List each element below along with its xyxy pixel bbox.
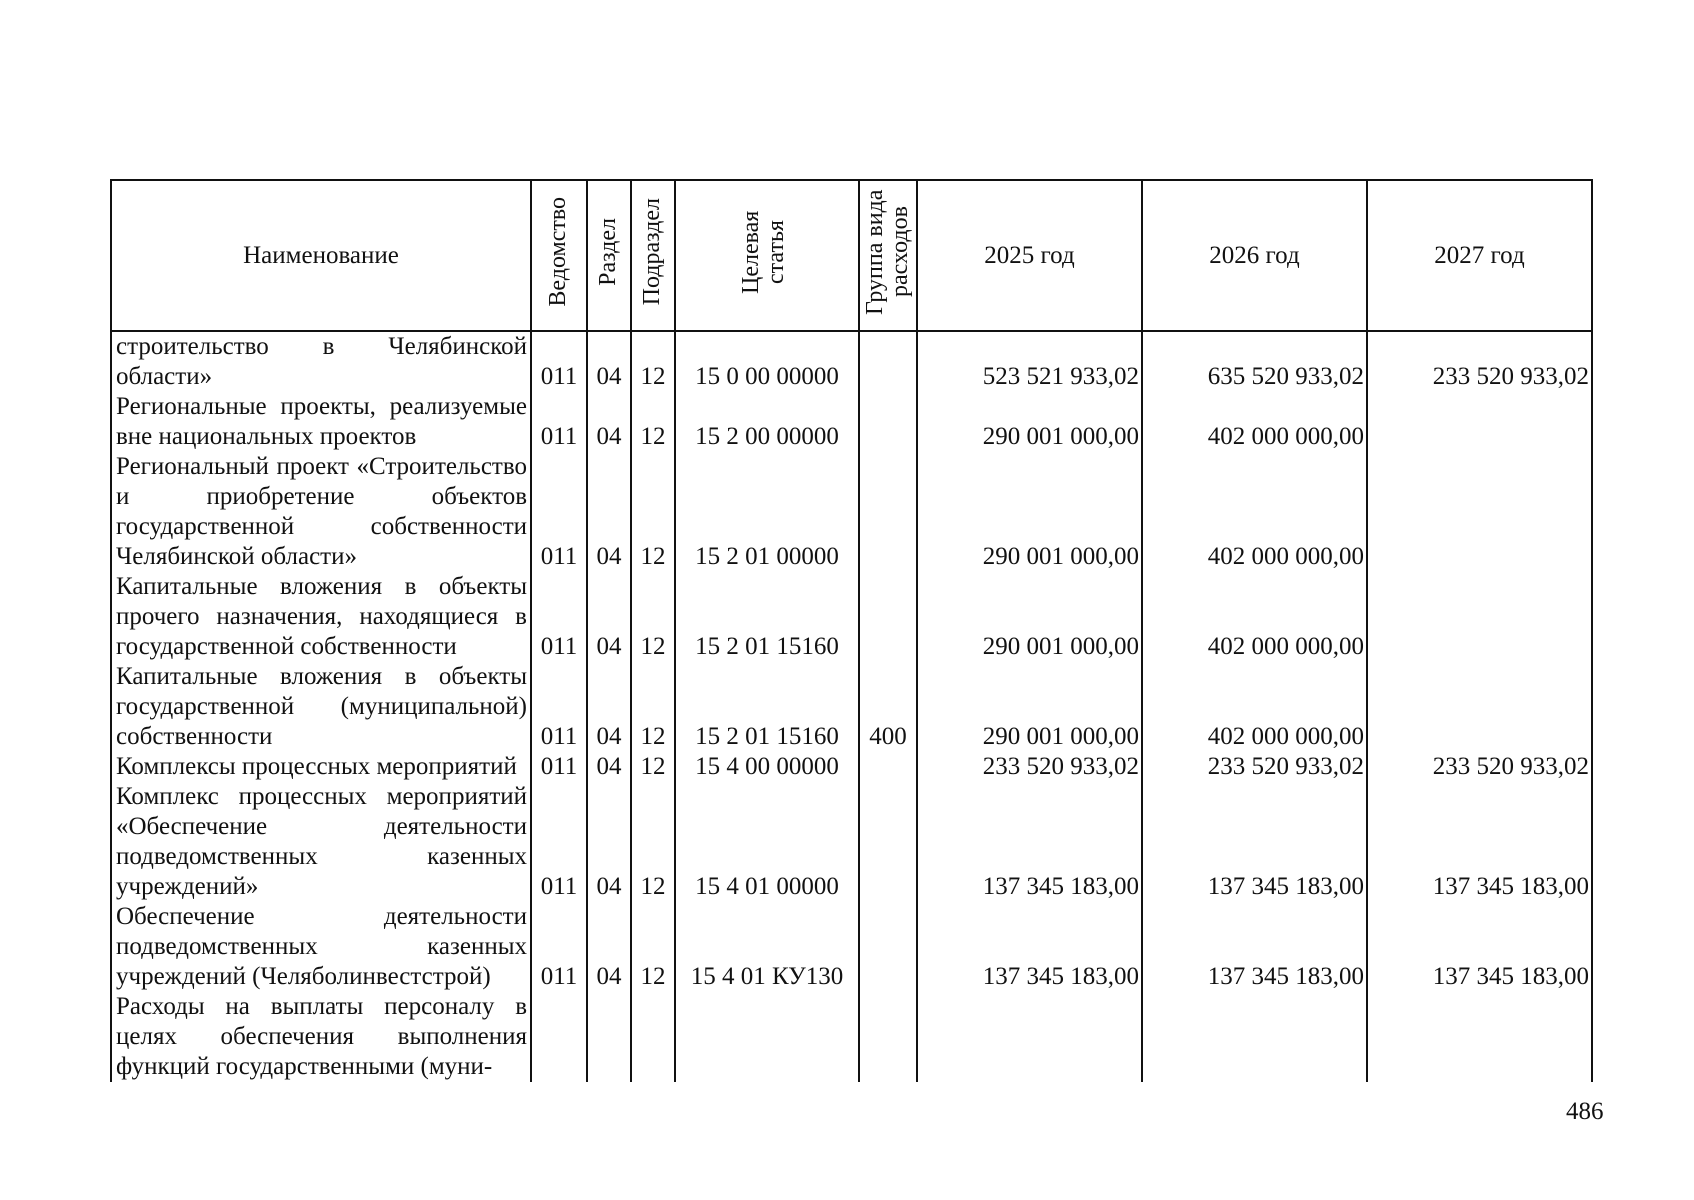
- row-gruppa: [859, 331, 917, 392]
- row-2027: [1367, 662, 1592, 752]
- row-podrazdel: 12: [631, 572, 675, 662]
- row-ved: 011: [531, 902, 587, 992]
- table-row: [111, 452, 1592, 572]
- header-celevaya: Целевая статья: [675, 180, 859, 331]
- row-celevaya: 15 4 00 00000: [675, 752, 859, 782]
- row-podrazdel: 12: [631, 392, 675, 452]
- row-name: Комплекс процессных мероприятий «Обеспечение деятельности подведомственных казенных учреждений»: [111, 782, 531, 902]
- row-gruppa: [859, 752, 917, 782]
- row-gruppa: [859, 902, 917, 992]
- page-number: 486: [1566, 1098, 1604, 1125]
- row-celevaya: 15 2 00 00000: [675, 392, 859, 452]
- row-name: Капитальные вложения в объекты государственной (муниципальной) собственности: [111, 662, 531, 752]
- row-2025: 290 001 000,00: [917, 392, 1142, 452]
- row-name: строительство в Челябинской области»: [111, 331, 531, 392]
- row-gruppa: 400: [859, 662, 917, 752]
- row-podrazdel: 12: [631, 331, 675, 392]
- row-2026: 402 000 000,00: [1142, 392, 1367, 452]
- row-2026: [1142, 992, 1367, 1082]
- table-header: [111, 180, 1592, 331]
- row-podrazdel: 12: [631, 782, 675, 902]
- row-celevaya: [675, 992, 859, 1082]
- row-gruppa: [859, 392, 917, 452]
- row-gruppa: [859, 992, 917, 1082]
- table-row: [111, 392, 1592, 452]
- row-celevaya: 15 4 01 КУ130: [675, 902, 859, 992]
- table-row: [111, 992, 1592, 1082]
- row-2027: [1367, 572, 1592, 662]
- row-ved: 011: [531, 572, 587, 662]
- header-name: Наименование: [111, 180, 531, 331]
- row-ved: 011: [531, 752, 587, 782]
- row-ved: 011: [531, 392, 587, 452]
- row-name: Комплексы процессных мероприятий: [111, 752, 531, 782]
- header-razdel: Раздел: [587, 180, 631, 331]
- row-2026: 233 520 933,02: [1142, 752, 1367, 782]
- row-name: Региональный проект «Строительство и приобретение объектов государственной собственности Челябинской области»: [111, 452, 531, 572]
- row-2025: 233 520 933,02: [917, 752, 1142, 782]
- row-celevaya: 15 0 00 00000: [675, 331, 859, 392]
- row-2027: [1367, 992, 1592, 1082]
- row-ved: 011: [531, 331, 587, 392]
- row-2027: [1367, 452, 1592, 572]
- header-ved: Ведомство: [531, 180, 587, 331]
- row-celevaya: 15 4 01 00000: [675, 782, 859, 902]
- row-2027: 137 345 183,00: [1367, 782, 1592, 902]
- row-name: Обеспечение деятельности подведомственных казенных учреждений (Челяболинвестстрой): [111, 902, 531, 992]
- row-podrazdel: 12: [631, 662, 675, 752]
- row-ved: 011: [531, 662, 587, 752]
- table-row: [111, 331, 1592, 392]
- table-row: [111, 662, 1592, 752]
- row-2025: 523 521 933,02: [917, 331, 1142, 392]
- header-2027: 2027 год: [1367, 180, 1592, 331]
- row-2025: [917, 992, 1142, 1082]
- row-2025: 137 345 183,00: [917, 782, 1142, 902]
- row-razdel: 04: [587, 452, 631, 572]
- row-2025: 290 001 000,00: [917, 572, 1142, 662]
- row-2026: 137 345 183,00: [1142, 782, 1367, 902]
- row-name: Региональные проекты, реализуемые вне национальных проектов: [111, 392, 531, 452]
- row-razdel: 04: [587, 392, 631, 452]
- row-name: Расходы на выплаты персоналу в целях обеспечения выполнения функций государственными (муни-: [111, 992, 531, 1082]
- row-celevaya: 15 2 01 00000: [675, 452, 859, 572]
- budget-sheet: [110, 179, 1593, 1082]
- table-row: [111, 752, 1592, 782]
- row-name: Капитальные вложения в объекты прочего назначения, находящиеся в государственной собственности: [111, 572, 531, 662]
- table-row: [111, 572, 1592, 662]
- row-2027: [1367, 392, 1592, 452]
- table-row: [111, 902, 1592, 992]
- header-2025: 2025 год: [917, 180, 1142, 331]
- row-ved: 011: [531, 452, 587, 572]
- row-2025: 137 345 183,00: [917, 902, 1142, 992]
- row-2027: 233 520 933,02: [1367, 752, 1592, 782]
- header-2026: 2026 год: [1142, 180, 1367, 331]
- row-gruppa: [859, 782, 917, 902]
- budget-table: [110, 179, 1593, 1082]
- row-gruppa: [859, 452, 917, 572]
- row-2026: 635 520 933,02: [1142, 331, 1367, 392]
- row-podrazdel: [631, 992, 675, 1082]
- table-row: [111, 782, 1592, 902]
- row-podrazdel: 12: [631, 452, 675, 572]
- row-2027: 233 520 933,02: [1367, 331, 1592, 392]
- row-razdel: 04: [587, 572, 631, 662]
- row-razdel: 04: [587, 782, 631, 902]
- row-2026: 402 000 000,00: [1142, 662, 1367, 752]
- row-2027: 137 345 183,00: [1367, 902, 1592, 992]
- row-ved: [531, 992, 587, 1082]
- table-body: [111, 331, 1592, 1082]
- row-2026: 137 345 183,00: [1142, 902, 1367, 992]
- row-razdel: 04: [587, 752, 631, 782]
- row-podrazdel: 12: [631, 752, 675, 782]
- row-ved: 011: [531, 782, 587, 902]
- row-razdel: 04: [587, 662, 631, 752]
- row-celevaya: 15 2 01 15160: [675, 662, 859, 752]
- row-2026: 402 000 000,00: [1142, 452, 1367, 572]
- row-razdel: 04: [587, 902, 631, 992]
- header-row: [111, 180, 1592, 331]
- row-2026: 402 000 000,00: [1142, 572, 1367, 662]
- row-razdel: [587, 992, 631, 1082]
- row-gruppa: [859, 572, 917, 662]
- row-2025: 290 001 000,00: [917, 662, 1142, 752]
- row-razdel: 04: [587, 331, 631, 392]
- header-podrazdel: Подраздел: [631, 180, 675, 331]
- row-2025: 290 001 000,00: [917, 452, 1142, 572]
- row-celevaya: 15 2 01 15160: [675, 572, 859, 662]
- row-podrazdel: 12: [631, 902, 675, 992]
- header-gruppa: Группа вида расходов: [859, 180, 917, 331]
